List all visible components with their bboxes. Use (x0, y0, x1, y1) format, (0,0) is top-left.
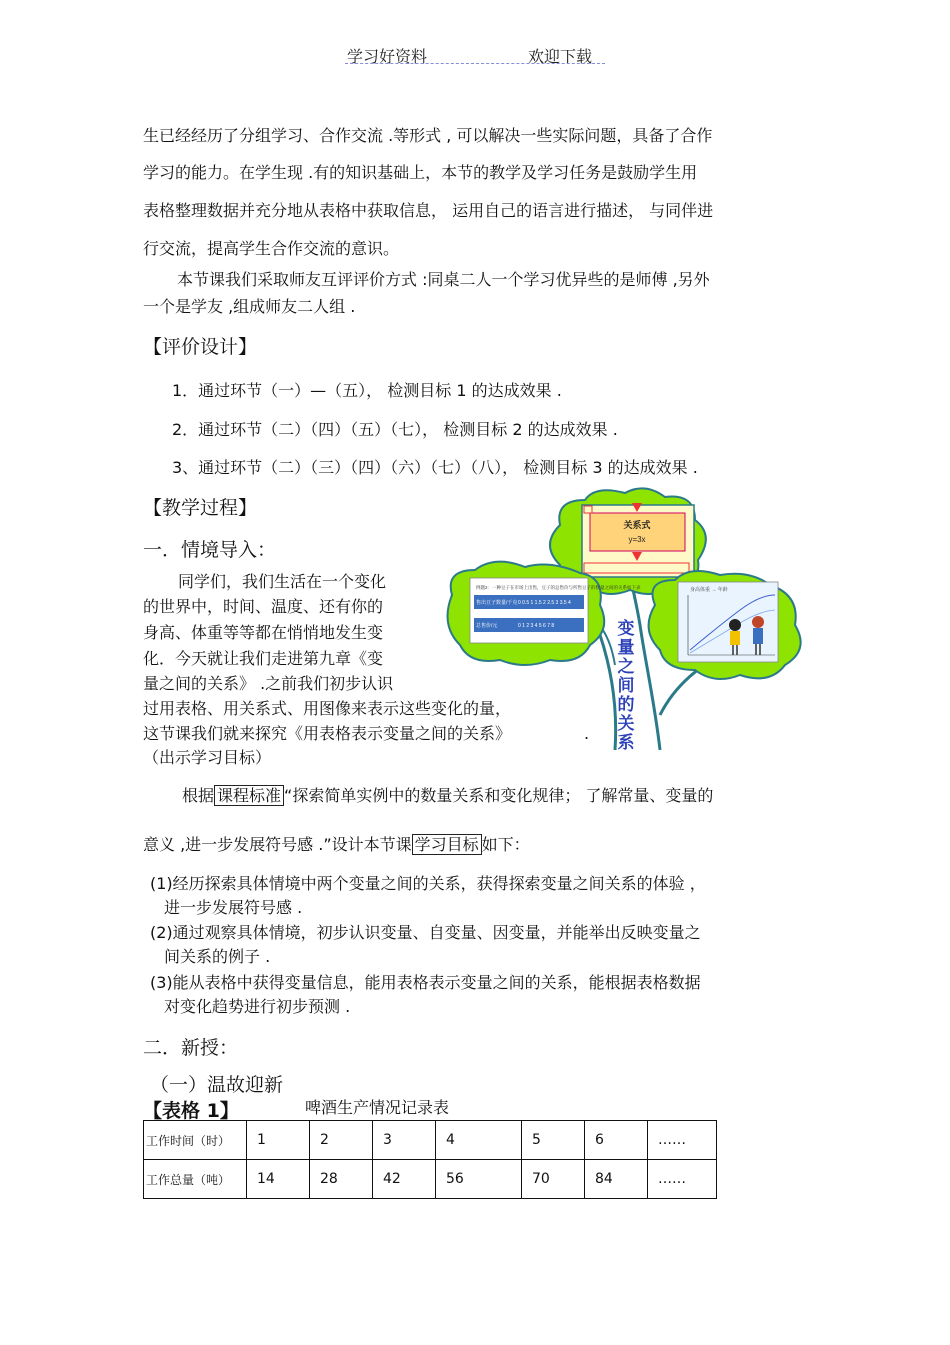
table-cell: 5 (522, 1121, 585, 1160)
standard-line2-b: 如下： (481, 835, 530, 854)
table-cell: 70 (522, 1160, 585, 1199)
section1-line-6: 过用表格、用关系式、用图像来表示这些变化的量， (143, 699, 512, 718)
table-cell: …… (648, 1160, 717, 1199)
table-cell: 4 (436, 1121, 522, 1160)
header-left: 学习好资料 (347, 47, 428, 66)
process-title: 【教学过程】 (143, 497, 258, 519)
table1-caption: 啤酒生产情况记录表 (305, 1098, 450, 1117)
example-row1: 0 0.5 1 1.5 2 2.5 3 3.5 4 (518, 600, 571, 606)
formula-text: y=3x (628, 535, 646, 544)
table-row (144, 1160, 717, 1199)
intro-line-3: 表格整理数据并充分地从表格中获取信息， 运用自己的语言进行描述， 与同伴进 (143, 201, 714, 220)
eval-method-line-2: 一个是学友 ,组成师友二人组 . (143, 297, 356, 316)
table1-label: 【表格 1】 (143, 1100, 239, 1122)
table-cell: 2 (310, 1121, 373, 1160)
section1-trailing-dot: . (584, 724, 590, 743)
example-caption: 例题2：一种豆子在市场上出售，豆子的总售价与所售豆子的数量之间的关系如下表 (476, 585, 641, 590)
section1-line-3: 身高、体重等等都在悄悄地发生变 (143, 623, 384, 642)
eval-design-item-3: 3、通过环节（二）（三）（四）（六）（七）（八）， 检测目标 3 的达成效果 . (172, 458, 698, 477)
standard-lead (182, 786, 713, 806)
beer-production-table (143, 1120, 717, 1199)
table-cell: …… (648, 1121, 717, 1160)
section1-line-4: 化．今天就让我们走进第九章《变 (143, 649, 384, 668)
example-row1-label: 售出豆子数量/千克 (476, 600, 518, 606)
goal-1-line-1: (1)经历探索具体情境中两个变量之间的关系，获得探索变量之间关系的体验 ， (150, 874, 706, 893)
intro-line-4: 行交流，提高学生合作交流的意识。 (143, 239, 400, 258)
goal-3-line-2: 对变化趋势进行初步预测 . (164, 997, 351, 1016)
standard-lead-text: 根据 (182, 786, 215, 805)
intro-line-1: 生已经经历了分组学习、合作交流 .等形式 , 可以解决一些实际问题，具备了合作 (143, 126, 713, 145)
goal-3-line-1: (3)能从表格中获得变量信息，能用表格表示变量之间的关系，能根据表格数据 (150, 973, 701, 992)
eval-method-line-1: 本节课我们采取师友互评评价方式 :同桌二人一个学习优异些的是师傅 ,另外 (177, 270, 710, 289)
intro-line-2: 学习的能力。在学生现 .有的知识基础上，本节的教学及学习任务是鼓励学生用 (143, 163, 698, 182)
section2-sub: （一）温故迎新 (150, 1074, 284, 1096)
table-cell: 1 (247, 1121, 310, 1160)
header-divider (345, 63, 605, 64)
table-row-header: 工作时间（时） (144, 1121, 247, 1160)
formula-label: 关系式 (623, 520, 651, 530)
section1-title: 一．情境导入： (143, 539, 277, 561)
goal-1-line-2: 进一步发展符号感 . (164, 898, 303, 917)
eval-design-item-1: 1．通过环节（一）—（五）， 检测目标 1 的达成效果 . (172, 381, 562, 400)
section2-title: 二．新授： (143, 1037, 239, 1059)
example-row2-label: 总售价/元 (476, 623, 498, 629)
table-cell: 6 (585, 1121, 648, 1160)
vertical-title: 变量之间的关系 (617, 619, 635, 753)
eval-design-title: 【评价设计】 (143, 336, 258, 358)
example-row2: 0 1 2 3 4 5 6 7 8 (518, 623, 555, 629)
standard-line-2 (143, 835, 530, 855)
table-cell: 3 (373, 1121, 436, 1160)
standard-line2-a: 意义 ,进一步发展符号感 .”设计本节课 (143, 835, 412, 854)
section1-line-8: （出示学习目标） (143, 748, 272, 767)
table-row-header: 工作总量（吨） (144, 1160, 247, 1199)
eval-design-item-2: 2．通过环节（二）（四）（五）（七）， 检测目标 2 的达成效果 . (172, 420, 618, 439)
table-cell: 28 (310, 1160, 373, 1199)
section1-line-7: 这节课我们就来探究《用表格表示变量之间的关系》 (143, 724, 512, 743)
table-cell: 42 (373, 1160, 436, 1199)
goal-2-line-1: (2)通过观察具体情境，初步认识变量、自变量、因变量，并能举出反映变量之 (150, 923, 701, 942)
table-cell: 84 (585, 1160, 648, 1199)
graph-title: 身高体重 → 年龄 (690, 587, 728, 593)
section1-line-1: 同学们，我们生活在一个变化 (178, 572, 387, 591)
table-row (144, 1121, 717, 1160)
section1-line-5: 量之间的关系》 .之前我们初步认识 (143, 674, 394, 693)
table-cell: 14 (247, 1160, 310, 1199)
course-standard-box: 课程标准 (214, 785, 284, 806)
standard-mid-text: “探索简单实例中的数量关系和变化规律； 了解常量、变量的 (284, 786, 714, 805)
learning-goal-box: 学习目标 (412, 834, 482, 855)
section1-line-2: 的世界中，时间、温度、还有你的 (143, 597, 384, 616)
table-cell: 56 (436, 1160, 522, 1199)
header-right: 欢迎下载 (528, 47, 593, 66)
goal-2-line-2: 间关系的例子 . (164, 947, 271, 966)
